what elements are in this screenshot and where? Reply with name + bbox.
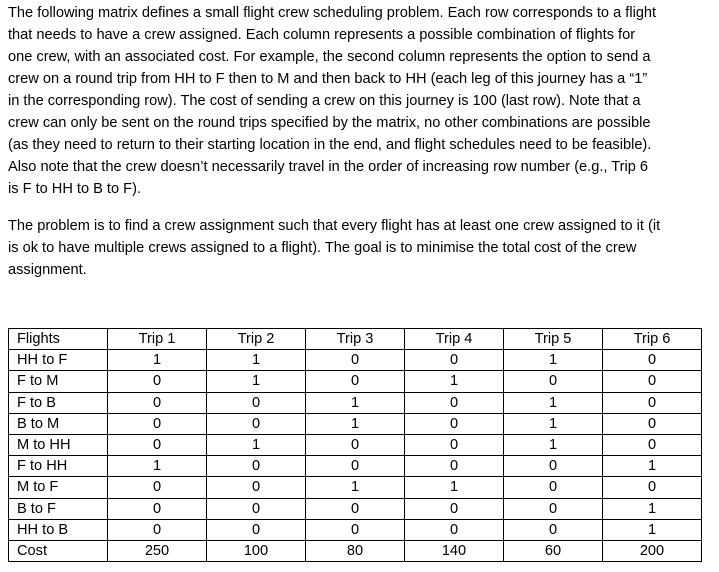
table-header-cell: Trip 1: [108, 329, 207, 350]
row-label-cell: M to F: [9, 477, 108, 498]
table-cell: 0: [603, 413, 702, 434]
table-cell: 0: [108, 519, 207, 540]
table-cell: 0: [108, 413, 207, 434]
table-cell: 1: [108, 456, 207, 477]
table-row: [9, 519, 702, 540]
table-cell: 1: [504, 434, 603, 455]
table-header-row: [9, 329, 702, 350]
table-cell: 0: [306, 498, 405, 519]
table-row: [9, 350, 702, 371]
table-header-cell: Trip 5: [504, 329, 603, 350]
table-cell: 1: [504, 350, 603, 371]
table-cell: 1: [603, 456, 702, 477]
table-cell: 0: [405, 413, 504, 434]
paragraph-line: is F to HH to B to F).: [8, 181, 141, 197]
table-header-cell: Flights: [9, 329, 108, 350]
paragraph-line: is ok to have multiple crews assigned to a flight). The goal is to minimise the total cost of the crew: [8, 240, 637, 256]
table-cell: 0: [207, 413, 306, 434]
table-cell: 1: [306, 392, 405, 413]
table-cell: 0: [108, 392, 207, 413]
table-cell: 0: [603, 477, 702, 498]
table-cell: 0: [207, 498, 306, 519]
paragraph-line: crew can only be sent on the round trips specified by the matrix, no other combinations are possible: [8, 115, 651, 131]
table-cell: 1: [504, 392, 603, 413]
table-header-cell: Trip 3: [306, 329, 405, 350]
table-cell: 0: [504, 456, 603, 477]
table-row: [9, 371, 702, 392]
table-header-cell: Trip 6: [603, 329, 702, 350]
row-label-cell: F to B: [9, 392, 108, 413]
row-label-cell: HH to B: [9, 519, 108, 540]
table-cell: 60: [504, 540, 603, 561]
table-cell: 0: [504, 371, 603, 392]
table-cell: 1: [207, 350, 306, 371]
table-cell: 0: [504, 519, 603, 540]
table-cell: 0: [603, 350, 702, 371]
table-cell: 0: [603, 371, 702, 392]
table-cell: 1: [207, 434, 306, 455]
paragraph-line: The following matrix defines a small flight crew scheduling problem. Each row corresponds to a flight: [8, 5, 657, 21]
table-cell: 1: [306, 413, 405, 434]
table-cell: 0: [207, 477, 306, 498]
table-cell: 1: [603, 519, 702, 540]
table-cell: 0: [207, 519, 306, 540]
table-cell: 0: [405, 456, 504, 477]
table-cell: 0: [306, 519, 405, 540]
table-cell: 0: [306, 456, 405, 477]
table-row: [9, 392, 702, 413]
paragraph-line: crew on a round trip from HH to F then to M and then back to HH (each leg of this journey has a “1”: [8, 71, 648, 87]
row-label-cell: F to M: [9, 371, 108, 392]
paragraph-line: in the corresponding row). The cost of sending a crew on this journey is 100 (last row). Note that a: [8, 93, 641, 109]
table-row: [9, 477, 702, 498]
table-cost-row: [9, 540, 702, 561]
paragraph-line: assignment.: [8, 262, 87, 278]
table-cell: 0: [405, 434, 504, 455]
row-label-cell: F to HH: [9, 456, 108, 477]
table-row: [9, 434, 702, 455]
table-cell: 0: [405, 498, 504, 519]
table-cell: 1: [306, 477, 405, 498]
table-cell: 0: [405, 519, 504, 540]
table-cell: 1: [108, 350, 207, 371]
table-cell: 100: [207, 540, 306, 561]
row-label-cell: HH to F: [9, 350, 108, 371]
table-cell: 0: [306, 371, 405, 392]
table-cell: 1: [405, 371, 504, 392]
row-label-cell: M to HH: [9, 434, 108, 455]
table-cell: 0: [207, 392, 306, 413]
table-cell: 0: [108, 371, 207, 392]
matrix-body: [9, 329, 702, 562]
table-cell: 80: [306, 540, 405, 561]
table-cell: 1: [504, 413, 603, 434]
table-cell: 250: [108, 540, 207, 561]
table-row: [9, 498, 702, 519]
table-cell: 0: [504, 477, 603, 498]
table-cell: 0: [207, 456, 306, 477]
table-header-cell: Trip 4: [405, 329, 504, 350]
table-cell: 1: [405, 477, 504, 498]
table-cell: 1: [207, 371, 306, 392]
problem-description-paragraph: [8, 2, 713, 200]
table-cell: 0: [108, 477, 207, 498]
table-row: [9, 413, 702, 434]
problem-goal-paragraph: [8, 215, 713, 281]
table-cell: 0: [405, 392, 504, 413]
paragraph-line: (as they need to return to their starting location in the end, and flight schedules need to be feasible).: [8, 137, 652, 153]
paragraph-line: that needs to have a crew assigned. Each column represents a possible combination of flights for: [8, 27, 636, 43]
table-cell: 0: [603, 392, 702, 413]
table-cell: 0: [504, 498, 603, 519]
row-label-cell: B to M: [9, 413, 108, 434]
table-cell: 0: [306, 350, 405, 371]
table-cell: 1: [603, 498, 702, 519]
table-row: [9, 456, 702, 477]
table-cell: 0: [108, 434, 207, 455]
crew-scheduling-matrix: [8, 328, 702, 562]
paragraph-line: Also note that the crew doesn’t necessarily travel in the order of increasing row number (e.g., Trip 6: [8, 159, 649, 175]
table-cell: 0: [306, 434, 405, 455]
paragraph-line: one crew, with an associated cost. For example, the second column represents the option to send a: [8, 49, 651, 65]
table-cell: 140: [405, 540, 504, 561]
row-label-cell: Cost: [9, 540, 108, 561]
table-cell: 0: [405, 350, 504, 371]
table-header-cell: Trip 2: [207, 329, 306, 350]
table-cell: 200: [603, 540, 702, 561]
row-label-cell: B to F: [9, 498, 108, 519]
table-cell: 0: [108, 498, 207, 519]
paragraph-line: The problem is to find a crew assignment such that every flight has at least one crew assigned to it (it: [8, 218, 661, 234]
table-cell: 0: [603, 434, 702, 455]
